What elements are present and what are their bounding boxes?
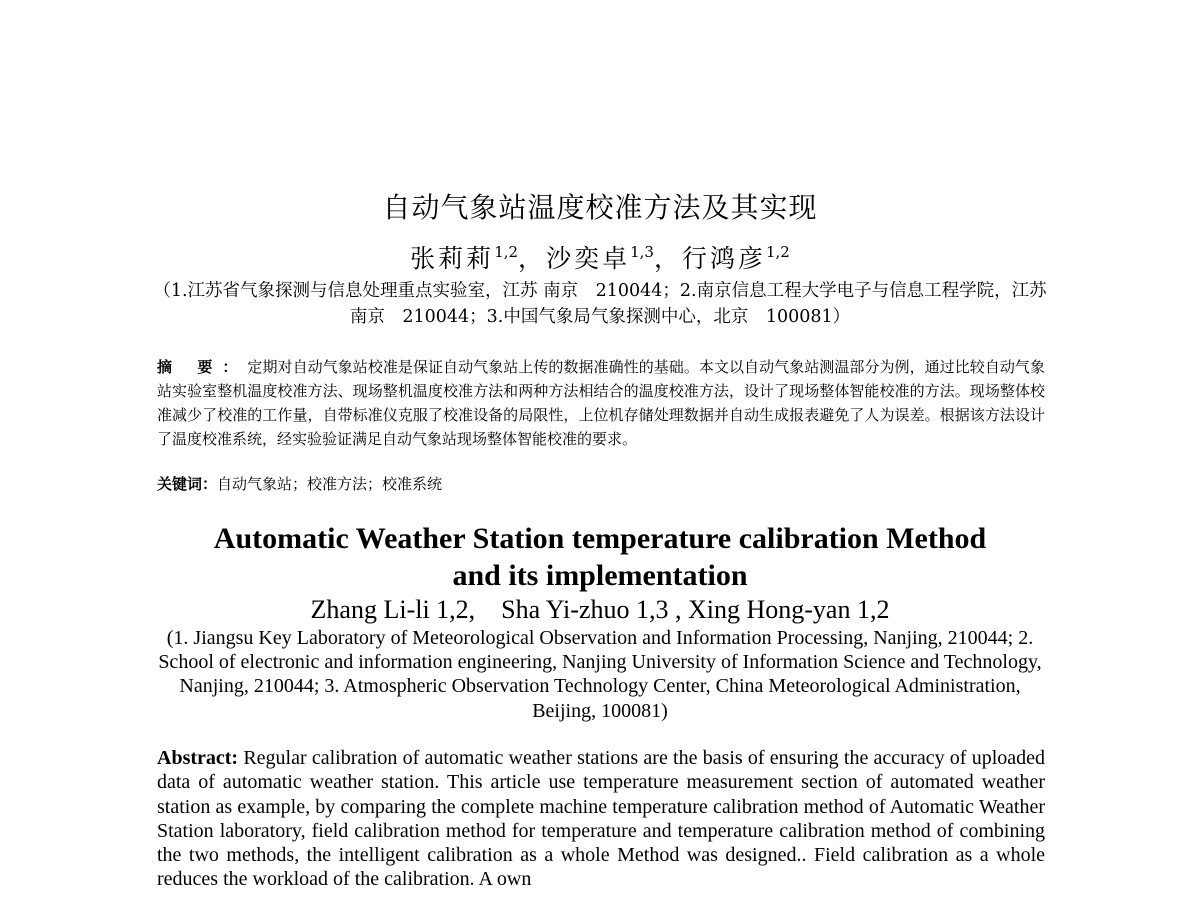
english-affiliations: (1. Jiangsu Key Laboratory of Meteorological Observation and Information Processing, Nanjing, 210044; 2. School of electronic and information engineering, Nanjing University of Information Science and Technology, Nanjing, 210044; 3. Atmospheric Observation Technology Center, China Meteorological Administration, Beijing, 100081) bbox=[158, 627, 1042, 722]
author-separator: ， bbox=[653, 244, 682, 273]
english-abstract-text: Regular calibration of automatic weather stations are the basis of ensuring the accuracy of uploaded data of automatic weather station. This article use temperature measurement section of automated weather station as example, by comparing the complete machine temperature calibration method of Automatic Weather Station laboratory, field calibration method for temperature and temperature calibration method of combining the two methods, the intelligent calibration as a whole Method was designed.. Field calibration as a whole reduces the workload of the calibration. A own bbox=[157, 747, 1046, 891]
chinese-keywords-text: 自动气象站；校准方法；校准系统 bbox=[217, 475, 443, 493]
chinese-abstract bbox=[157, 355, 1045, 451]
author-affiliation-marker: 1,2 bbox=[494, 243, 519, 261]
chinese-abstract-text: 定期对自动气象站校准是保证自动气象站上传的数据准确性的基础。本文以自动气象站测温部分为例，通过比较自动气象站实验室整机温度校准方法、现场整机温度校准方法和两种方法相结合的温度校准方法，设计了现场整体智能校准的方法。现场整体校准减少了校准的工作量，自带标准仪克服了校准设备的局限性，上位机存储处理数据并自动生成报表避免了人为误差。根据该方法设计了温度校准系统，经实验验证满足自动气象站现场整体智能校准的要求。 bbox=[157, 358, 1045, 448]
chinese-authors bbox=[0, 236, 1200, 275]
english-title bbox=[0, 520, 1200, 594]
author-name: 张莉莉 bbox=[410, 244, 495, 273]
chinese-title: 自动气象站温度校准方法及其实现 bbox=[382, 191, 818, 224]
english-authors: Zhang Li-li 1,2, Sha Yi-zhuo 1,3 , Xing Hong-yan 1,2 bbox=[310, 595, 890, 624]
author-separator: ， bbox=[518, 244, 547, 273]
author-affiliation-marker: 1,3 bbox=[630, 243, 654, 261]
english-title-line: Automatic Weather Station temperature calibration Method bbox=[213, 522, 987, 555]
chinese-abstract-label: 摘 要： bbox=[157, 358, 248, 376]
english-abstract bbox=[157, 746, 1045, 892]
author-name: 行鸿彦 bbox=[681, 244, 766, 273]
chinese-affiliations: （1.江苏省气象探测与信息处理重点实验室，江苏 南京 210044；2.南京信息工程大学电子与信息工程学院，江苏南京 210044；3.中国气象局气象探测中心，北京 100081） bbox=[153, 281, 1047, 327]
english-title-line: and its implementation bbox=[452, 559, 748, 592]
chinese-keywords bbox=[157, 472, 1045, 496]
author-name: 沙奕卓 bbox=[546, 244, 631, 273]
english-abstract-label: Abstract: bbox=[157, 747, 239, 769]
chinese-keywords-label: 关键词： bbox=[157, 475, 218, 493]
author-affiliation-marker: 1,2 bbox=[765, 243, 790, 261]
